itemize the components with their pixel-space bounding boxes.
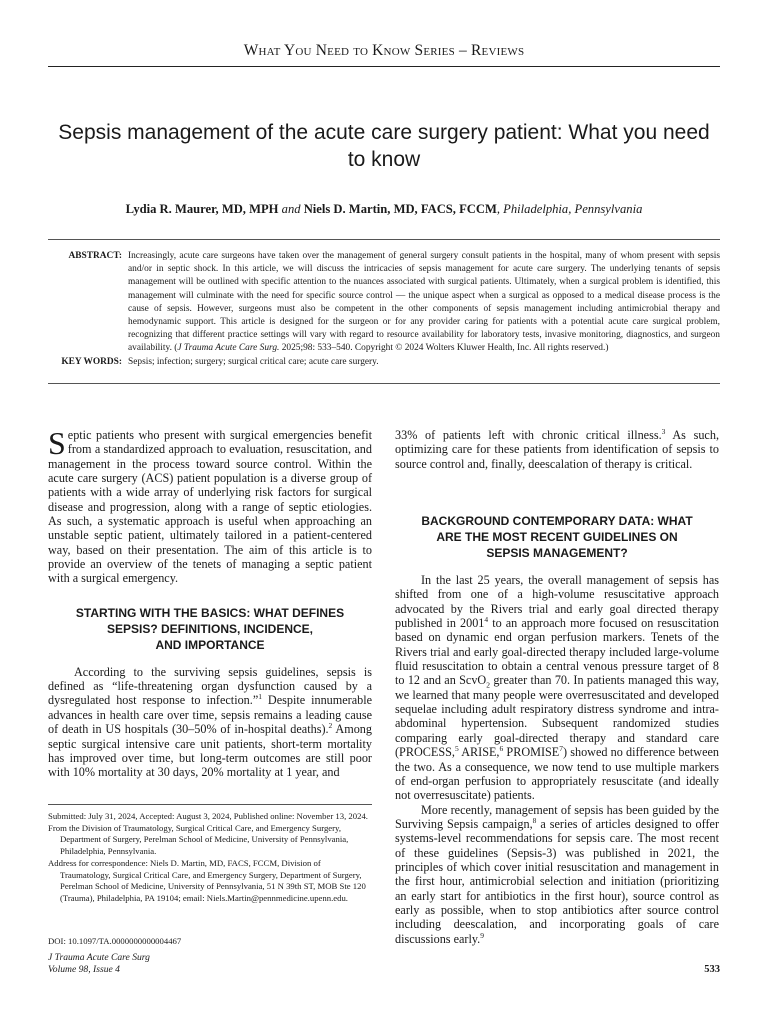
abstract-block (48, 250, 720, 369)
abstract-row (48, 250, 720, 356)
citation-ref: 7 (559, 744, 563, 754)
drop-cap: S (48, 425, 66, 461)
page-number: 533 (704, 964, 720, 975)
citation-ref: 8 (532, 815, 537, 825)
text-run: ARISE, (458, 745, 500, 760)
journal-volume: Volume 98, Issue 4 (48, 963, 120, 975)
abstract-top-rule (48, 239, 720, 240)
journal-footer (48, 952, 150, 975)
keywords-label: KEY WORDS: (61, 356, 122, 367)
heading-line: SEPSIS MANAGEMENT? (486, 546, 628, 561)
subscript: 2 (486, 680, 490, 690)
abstract-copyright: 2025;98: 533–540. Copyright © 2024 Wolters Kluwer Health, Inc. All rights reserved.) (279, 343, 609, 354)
author-1: Lydia R. Maurer, MD, MPH (125, 202, 279, 216)
background-paragraph (395, 573, 719, 803)
text-run: Despite innumerable advances in health care over time, sepsis remains a leading cause of death in US hospitals (30–50% of in-hospital deaths). (48, 693, 372, 737)
heading-line: ARE THE MOST RECENT GUIDELINES ON (436, 530, 678, 545)
abstract-bottom-rule (48, 383, 720, 384)
heading-line: SEPSIS? DEFINITIONS, INCIDENCE, (106, 621, 314, 636)
text-run: According to the surviving sepsis guidelines, sepsis is defined as “life-threatening organ dysfunction caused by a dysregulated host response to infection.” (48, 664, 372, 708)
heading-line: AND IMPORTANCE (155, 637, 265, 652)
header-rule (48, 66, 720, 67)
heading-line: BACKGROUND CONTEMPORARY DATA: WHAT (421, 514, 693, 529)
text-run: a series of articles designed to offer systems-level recommendations for sepsis care. The most recent of these guidelines (Sepsis-3) was published in 2021, the principles of which cover initial resuscitation and management in the first hour, antimicrobial selection and initiation (prioritizing an early start for antibiotics in the first hour), source control as early as possible, when to stop antibiotics after source control including deescalation, and incorporating goals of care discussions early. (395, 816, 720, 946)
text-run: 33% of patients left with chronic critical illness. (395, 428, 662, 442)
text-run: greater than 70. In patients managed this way, we learned that many people were overresuscitated and developed sequelae including adult respiratory distress syndrome and intra-abdominal hypertension. Subsequent randomized studies comparing early goal-directed therapy and standard care (PROCESS, (395, 673, 719, 760)
text-run: More recently, management of sepsis has been guided by the Surviving Sepsis campaign, (395, 802, 719, 831)
text-run: Among septic surgical intensive care unit patients, short-term mortality has improved over time, but long-term outcomes are still poor with 10% mortality at 30 days, 20% mortality at 1 year, and (48, 722, 372, 780)
author-2: Niels D. Martin, MD, FACS, FCCM (303, 202, 497, 216)
footnote-affiliation: From the Division of Traumatology, Surgical Critical Care, and Emergency Surgery, Department of Surgery, Perelman School of Medicine, University of Pennsylvania, Philadelphia, Pennsylvania. (48, 822, 349, 857)
author-conjunction: and (281, 202, 301, 216)
citation-ref: 2 (328, 721, 333, 731)
footnotes (48, 811, 372, 905)
citation-ref: 1 (258, 692, 262, 702)
citation-ref: 9 (480, 930, 484, 940)
abstract-text (128, 250, 720, 356)
intro-text: eptic patients who present with surgical emergencies benefit from a standardized approach to evaluation, resuscitation, and management in the process toward source control. Within the acute care surgery (ACS) patient population is a diverse group of patients with a wide array of underlying risk factors for surgical disease and progression, along with a range of septic etiologies. As such, a systematic approach is useful when approaching an unstable septic patient, ultimately tailored in a patient-centered way, based on their presentation. The aim of this article is to provide an overview of the tenets of managing a septic patient with a surgical emergency. (48, 428, 372, 586)
text-run: In the last 25 years, the overall management of sepsis has shifted from one of a high-volume resuscitative approach advocated by the Rivers trial and early goal directed therapy published in 2001 (395, 573, 719, 631)
keywords-row (48, 356, 720, 369)
text-run: PROMISE (503, 745, 560, 760)
section-heading-background (395, 513, 719, 561)
abstract-body: Increasingly, acute care surgeons have taken over the management of general surgery consult patients in the hospital, many of whom present with sepsis and/or in septic shock. In this article, we will discuss the intricacies of sepsis management for acute care surgery. The underlying tenants of sepsis management will be outlined with specific attention to the nuances associated with surgical patients. Ultimately, when a surgical problem is identified, this management will culminate with the need for specific source control — the unique aspect when a surgical as opposed to a medical disease process is the cause of sepsis. However, surgeons must also be competent in the other components of sepsis management including antimicrobial therapy and hemodynamic support. This article is designed for the surgeon or for any provider caring for patients with a potential acute care surgical problem, recognizing that different practice settings will vary with regard to resource availability for laboratory tests, invasive monitoring, diagnostics, and surgeon availability. ( (128, 251, 720, 354)
article-title: Sepsis management of the acute care surgery patient: What you need to know (58, 121, 710, 171)
text-run: to an approach more focused on resuscitation based on dynamic end organ perfusion markers. Tenets of the Rivers trial and early goal-directed therapy included large-volume fluid resuscitation to obtain a central venous pressure target of 8 to 12 and an ScvO (395, 616, 719, 688)
keywords-text: Sepsis; infection; surgery; surgical critical care; acute care surgery. (128, 356, 379, 367)
journal-name: J Trauma Acute Care Surg (48, 952, 150, 963)
citation-ref: 5 (454, 744, 459, 754)
doi: DOI: 10.1097/TA.0000000000004467 (48, 936, 182, 946)
footnote-rule (48, 804, 372, 805)
citation-ref: 6 (499, 744, 504, 754)
heading-line: STARTING WITH THE BASICS: WHAT DEFINES (75, 605, 345, 620)
guidelines-paragraph (395, 803, 719, 946)
definitions-paragraph (48, 665, 372, 780)
text-run: As such, optimizing care for these patients from identification of sepsis to source control and, finally, deescalation of therapy is critical. (395, 428, 719, 471)
continued-paragraph (395, 428, 719, 471)
citation-ref: 4 (484, 615, 489, 624)
intro-paragraph (48, 425, 372, 586)
author-line (48, 202, 720, 217)
footnote-submitted: Submitted: July 31, 2024, Accepted: August 3, 2024, Published online: November 13, 2024. (48, 811, 368, 821)
right-column (395, 428, 719, 946)
abstract-label: ABSTRACT: (68, 251, 122, 261)
left-column (48, 425, 372, 780)
footnote-correspondence: Address for correspondence: Niels D. Martin, MD, FACS, FCCM, Division of Traumatology, Surgical Critical Care, and Emergency Surgery, Department of Surgery, Perelman School of Medicine, University of Pennsylvania, 51 N 39th ST, MOB Ste 120 (Trauma), Philadelphia, PA 19104; email: Niels.Martin@pennmedicine.upenn.edu. (48, 857, 366, 903)
text-run: ) showed no difference between the two. As a consequence, we now tend to use multiple markers of end-organ perfusion to appropriately resuscitate (and ideally not overresuscitate) patients. (395, 745, 719, 803)
author-location: , Philadelphia, Pennsylvania (496, 202, 643, 216)
section-heading-basics (48, 605, 372, 653)
series-header: What You Need to Know Series – Reviews (243, 42, 525, 59)
abstract-citation: J Trauma Acute Care Surg. (177, 343, 280, 354)
citation-ref: 3 (661, 426, 666, 436)
